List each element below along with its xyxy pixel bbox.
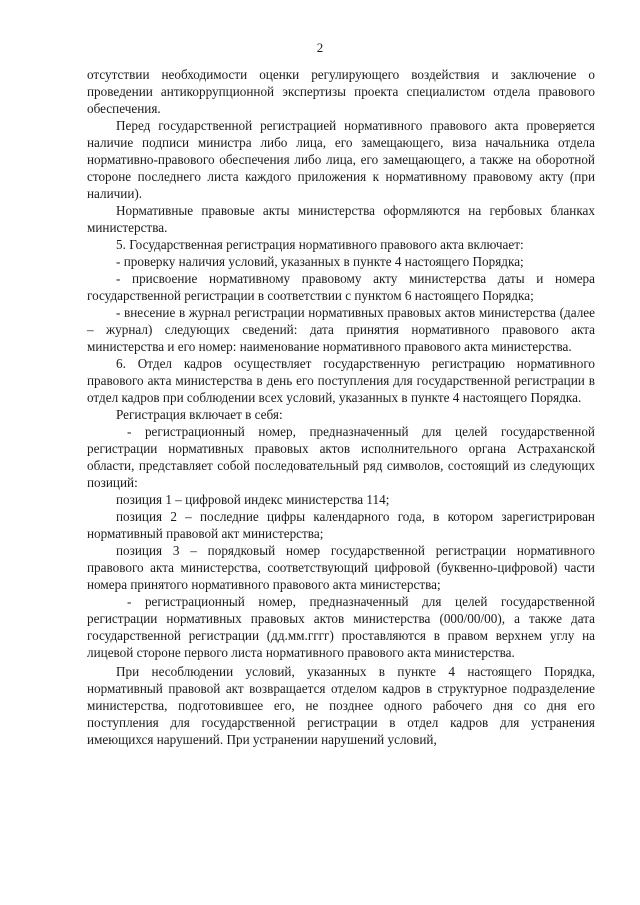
paragraph: 5. Государственная регистрация нормативного правового акта включает: xyxy=(116,237,524,252)
paragraph: отсутствии необходимости оценки регулирующего воздействия и заключение о проведении антикоррупционной экспертизы проекта специалистом отдела правового обеспечения. xyxy=(87,67,595,116)
paragraph: позиция 1 – цифровой индекс министерства 114; xyxy=(116,492,390,507)
paragraph: - проверку наличия условий, указанных в пункте 4 настоящего Порядка; xyxy=(116,254,524,269)
paragraph: - регистрационный номер, предназначенный для целей государственной регистрации нормативных правовых актов министерства (000/00/00), а также дата государственной регистрации (дд.мм.гггг) проставляются в правом верхнем углу на лицевой стороне первого листа нормативного правового акта министерства. xyxy=(87,594,595,660)
paragraph: позиция 2 – последние цифры календарного года, в котором зарегистрирован нормативный правовой акт министерства; xyxy=(87,509,595,541)
paragraph: - внесение в журнал регистрации нормативных правовых актов министерства (далее – журнал) следующих сведений: дата принятия нормативного правового акта министерства и его номер: наименование нормативного правового акта министерства. xyxy=(87,305,595,354)
paragraph: Перед государственной регистрацией нормативного правового акта проверяется наличие подписи министра либо лица, его замещающего, виза начальника отдела нормативно-правового обеспечения либо лица, его замещающего, а также на оборотной стороне последнего листа каждого приложения к нормативному правовому акту (при наличии). xyxy=(87,118,595,201)
paragraph: 6. Отдел кадров осуществляет государственную регистрацию нормативного правового акта министерства в день его поступления для государственной регистрации в отдел кадров при соблюдении всех условий, указанных в пункте 4 настоящего Порядка. xyxy=(87,356,595,405)
paragraph: - регистрационный номер, предназначенный для целей государственной регистрации нормативных правовых актов исполнительного органа Астраханской области, представляет собой последовательный ряд символов, состоящий из следующих позиций: xyxy=(87,424,595,490)
paragraph: позиция 3 – порядковый номер государственной регистрации нормативного правового акта министерства, соответствующий цифровой (буквенно-цифровой) части номера принятого нормативного правового акта министерства; xyxy=(87,543,595,592)
paragraph: При несоблюдении условий, указанных в пункте 4 настоящего Порядка, нормативный правовой акт возвращается отделом кадров в структурное подразделение министерства, подготовившее его, не позднее одного рабочего дня со дня его поступления для государственной регистрации в отдел кадров для устранения имеющихся нарушений. При устранении нарушений условий, xyxy=(87,664,595,747)
paragraph: - присвоение нормативному правовому акту министерства даты и номера государственной регистрации в соответствии с пунктом 6 настоящего Порядка; xyxy=(87,271,595,303)
paragraph: Нормативные правовые акты министерства оформляются на гербовых бланках министерства. xyxy=(87,203,595,235)
page-number: 2 xyxy=(316,40,324,55)
paragraph: Регистрация включает в себя: xyxy=(116,407,283,422)
document-body xyxy=(87,66,595,748)
